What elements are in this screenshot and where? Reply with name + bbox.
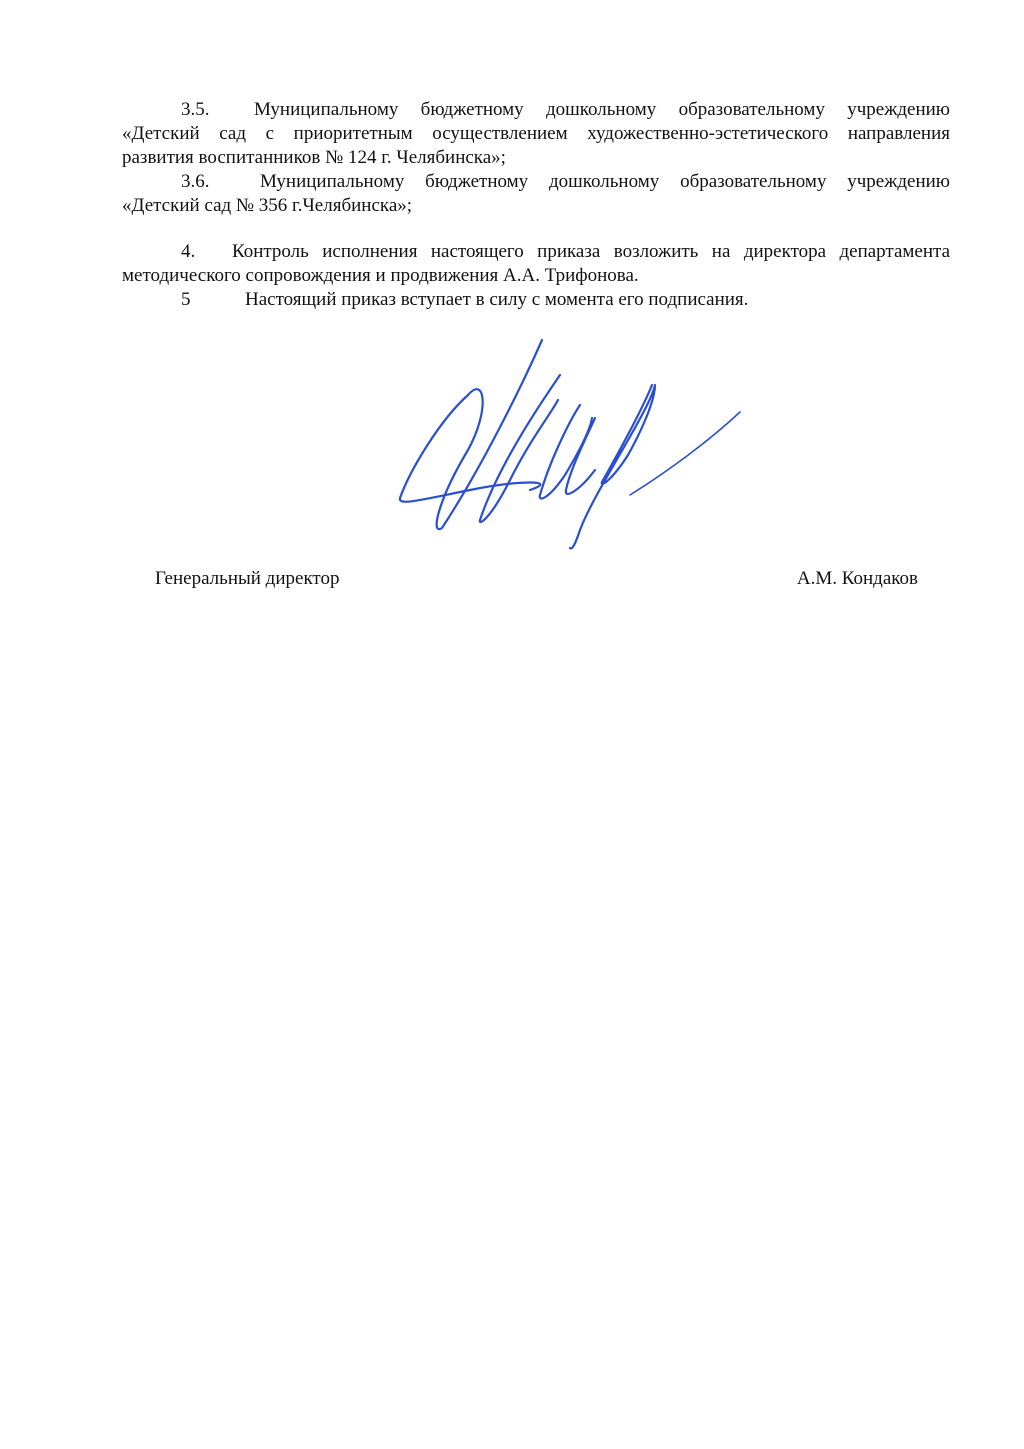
item-3-5-line-1 (122, 98, 950, 122)
item-5-line-1 (122, 288, 950, 312)
item-3-5-line-2: «Детский сад с приоритетным осуществлением художественно-эстетического направления (122, 123, 950, 144)
item-text: Контроль исполнения настоящего приказа возложить на директора департамента (232, 241, 950, 262)
item-number: 4. (181, 241, 196, 262)
item-3-5-line-3: развития воспитанников № 124 г. Челябинска»; (122, 147, 506, 168)
handwritten-signature (380, 330, 760, 560)
item-3-6-line-2: «Детский сад № 356 г.Челябинска»; (122, 195, 413, 216)
item-number: 3.6. (181, 171, 210, 192)
item-3-6-line-1 (122, 170, 950, 194)
item-number: 5 (181, 289, 191, 310)
signatory-name: А.М. Кондаков (796, 568, 918, 589)
item-4-line-2: методического сопровождения и продвижения А.А. Трифонова. (122, 265, 639, 286)
item-text: Муниципальному бюджетному дошкольному образовательному учреждению (254, 99, 950, 120)
item-text: Муниципальному бюджетному дошкольному образовательному учреждению (260, 171, 950, 192)
item-4-line-1 (122, 240, 950, 264)
item-number: 3.5. (181, 99, 210, 120)
signatory-position: Генеральный директор (155, 568, 340, 589)
item-text: Настоящий приказ вступает в силу с момента его подписания. (245, 289, 749, 310)
